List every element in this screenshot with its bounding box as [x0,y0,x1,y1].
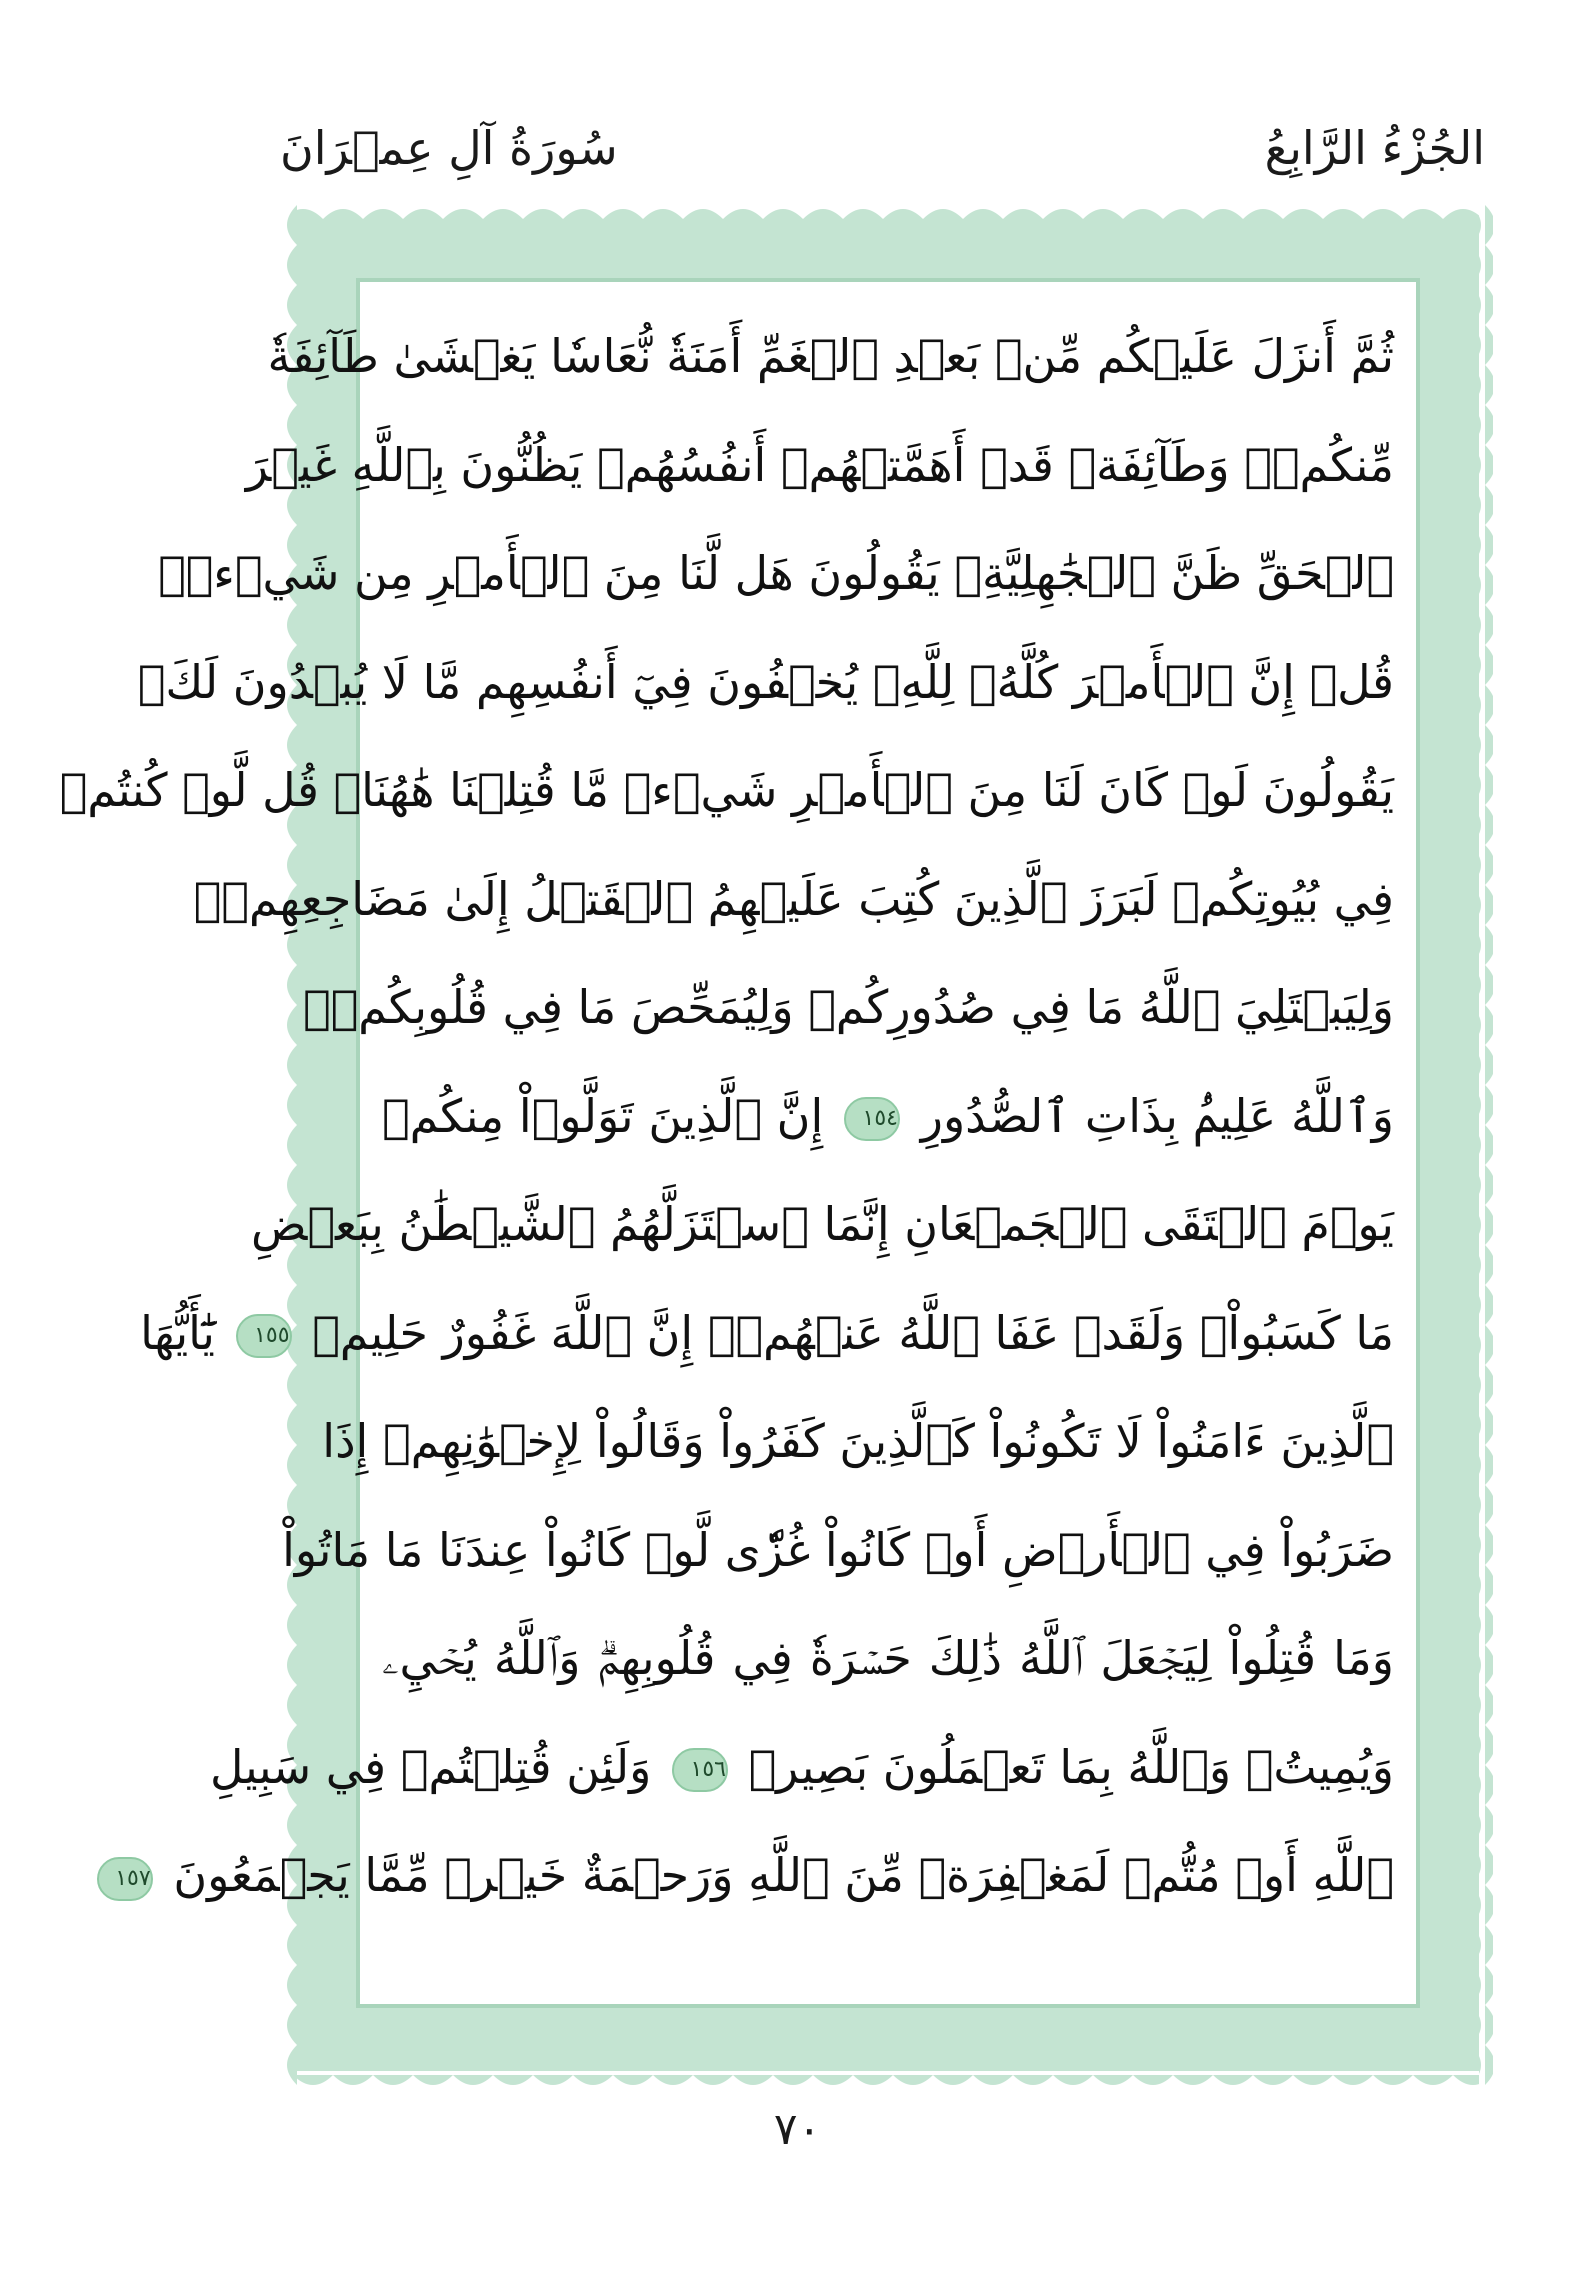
verse-text: إِنَّ ٱلَّذِينَ تَوَلَّوۡاْ مِنكُمۡ [382,1088,824,1143]
page-number: ٧٠ [773,2104,822,2155]
verse-lines [59,302,1395,1930]
verse-text: وَٱللَّهُ عَلِيمُۢ بِذَاتِ ٱلصُّدُورِ [920,1088,1395,1143]
verse-line [322,1387,1394,1496]
running-header [280,118,1485,198]
verse-line [193,845,1394,954]
verse-text: مِّنكُمۡۖ وَطَآئِفَةٞ قَدۡ أَهَمَّتۡهُمۡ أَنفُسُهُمۡ يَظُنُّونَ بِٱللَّهِ غَيۡرَ [245,437,1394,492]
verse-text: وَلَئِن قُتِلۡتُمۡ فِي سَبِيلِ [210,1739,652,1794]
surah-title: سُورَةُ آلِ عِمۡرَانَ [280,121,618,175]
verse-line [382,1604,1394,1713]
ayah-number-marker: ١٥٤ [844,1097,900,1141]
verse-text: وَيُمِيتُۗ وَٱللَّهُ بِمَا تَعۡمَلُونَ بَصِيرٞ [748,1739,1394,1794]
verse-text: وَلِيَبۡتَلِيَ ٱللَّهُ مَا فِي صُدُورِكُمۡ وَلِيُمَحِّصَ مَا فِي قُلُوبِكُمۡۚ [302,980,1394,1034]
verse-line [210,1713,1394,1822]
verse-line [140,1279,1394,1388]
verse-line [59,736,1394,845]
verse-text: يَقُولُونَ لَوۡ كَانَ لَنَا مِنَ ٱلۡأَمۡرِ شَيۡءٞ مَّا قُتِلۡنَا هَٰهُنَاۗ قُل لَّوۡ كُنتُمۡ [59,763,1394,817]
verse-text: ٱللَّهِ أَوۡ مُتُّمۡ لَمَغۡفِرَةٞ مِّنَ ٱللَّهِ وَرَحۡمَةٌ خَيۡرٞ مِّمَّا يَجۡمَعُونَ [173,1848,1394,1902]
verse-text: يَوۡمَ ٱلۡتَقَى ٱلۡجَمۡعَانِ إِنَّمَا ٱسۡتَزَلَّهُمُ ٱلشَّيۡطَٰنُ بِبَعۡضِ [251,1197,1394,1251]
verse-line [158,519,1394,628]
verse-text: ٱلۡحَقِّ ظَنَّ ٱلۡجَٰهِلِيَّةِۖ يَقُولُونَ هَل لَّنَا مِنَ ٱلۡأَمۡرِ مِن شَيۡءٖۗ [158,546,1394,600]
verse-line [282,1496,1394,1605]
verse-panel [59,282,1416,2004]
juz-title: الجُزْءُ الرَّابِعُ [1264,121,1485,175]
verse-line [382,1062,1394,1171]
verse-line [245,411,1394,520]
verse-text: فِي بُيُوتِكُمۡ لَبَرَزَ ٱلَّذِينَ كُتِبَ عَلَيۡهِمُ ٱلۡقَتۡلُ إِلَىٰ مَضَاجِعِهِمۡۖ [193,871,1394,926]
ayah-number-marker: ١٥٥ [236,1314,292,1358]
verse-line [251,1170,1394,1279]
verse-text: مَا كَسَبُواْۖ وَلَقَدۡ عَفَا ٱللَّهُ عَنۡهُمۡۗ إِنَّ ٱللَّهَ غَفُورٌ حَلِيمٞ [312,1305,1394,1360]
verse-text: ضَرَبُواْ فِي ٱلۡأَرۡضِ أَوۡ كَانُواْ غُزّٗى لَّوۡ كَانُواْ عِندَنَا مَا مَاتُواْ [282,1522,1394,1577]
verse-text: ٱلَّذِينَ ءَامَنُواْ لَا تَكُونُواْ كَٱلَّذِينَ كَفَرُواْ وَقَالُواْ لِإِخۡوَٰنِهِمۡ إِذَا [322,1414,1394,1468]
verse-line [302,953,1394,1062]
verse-text: وَمَا قُتِلُواْ لِيَجۡعَلَ ٱللَّهُ ذَٰلِكَ حَسۡرَةٗ فِي قُلُوبِهِمۡۗ وَٱللَّهُ يُحۡيِۦ [382,1631,1394,1685]
verse-text: ثُمَّ أَنزَلَ عَلَيۡكُم مِّنۢ بَعۡدِ ٱلۡغَمِّ أَمَنَةٗ نُّعَاسٗا يَغۡشَىٰ طَآئِفَةٗ [267,329,1394,383]
verse-line [115,1821,1394,1930]
verse-line [267,302,1394,411]
verse-text: قُلۡ إِنَّ ٱلۡأَمۡرَ كُلَّهُۥ لِلَّهِۗ يُخۡفُونَ فِيٓ أَنفُسِهِم مَّا لَا يُبۡدُونَ لَكَۖ [137,654,1394,709]
verse-text: يَٰٓأَيُّهَا [140,1305,215,1360]
ayah-number-marker: ١٥٦ [672,1748,728,1792]
ayah-number-marker: ١٥٧ [97,1857,153,1901]
verse-line [137,628,1394,737]
